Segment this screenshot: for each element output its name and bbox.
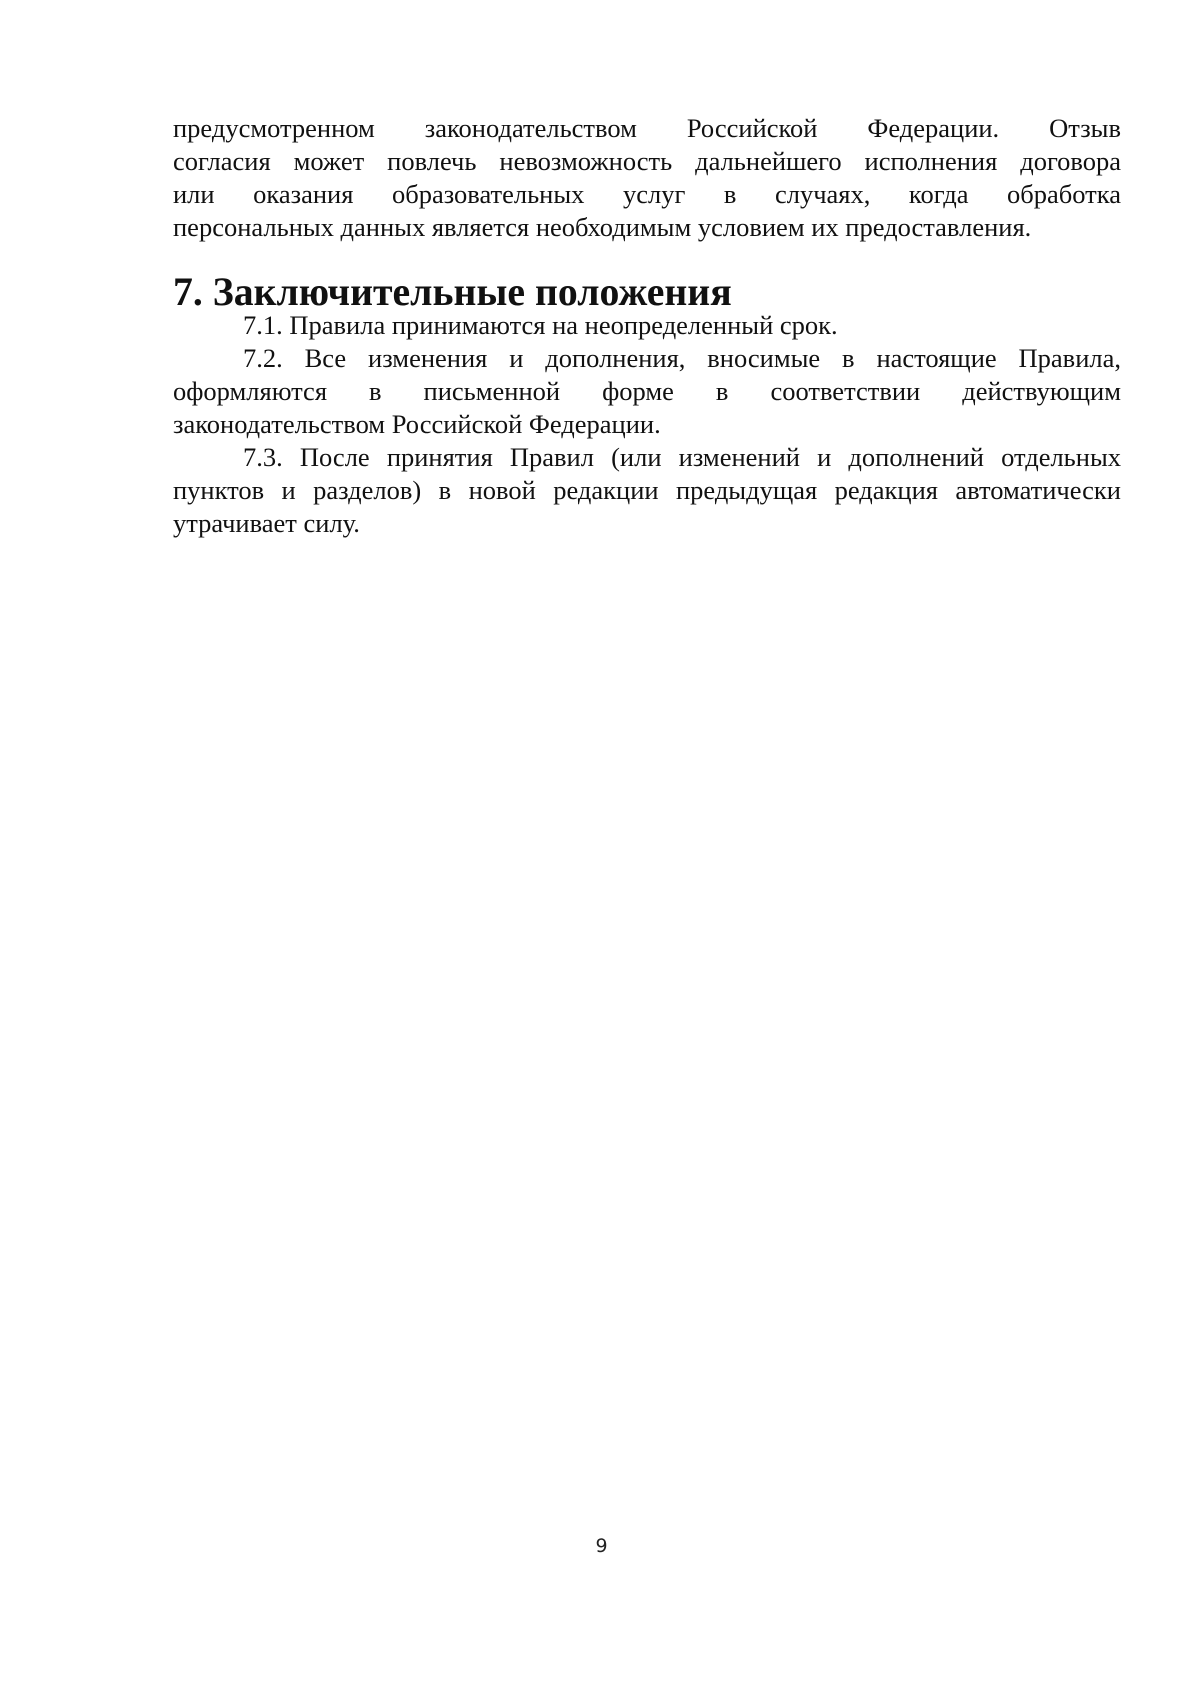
paragraph-line: предусмотренном законодательством Российской Федерации. Отзыв [173, 113, 1121, 143]
paragraph-line: 7.2. Все изменения и дополнения, вносимые в настоящие Правила, [243, 343, 1121, 373]
paragraph-line: или оказания образовательных услуг в случаях, когда обработка [173, 179, 1121, 209]
paragraph-line: 7.1. Правила принимаются на неопределенный срок. [243, 310, 838, 340]
section-heading: 7. Заключительные положения [173, 270, 732, 314]
clause-7-2 [173, 342, 1121, 441]
clause-7-3 [173, 441, 1121, 540]
clause-7-1 [173, 309, 1121, 342]
consent-withdrawal-paragraph [173, 112, 1121, 244]
paragraph-line: оформляются в письменной форме в соответствии действующим [173, 376, 1121, 406]
paragraph-line: согласия может повлечь невозможность дальнейшего исполнения договора [173, 146, 1121, 176]
paragraph-line: законодательством Российской Федерации. [173, 409, 661, 439]
paragraph-line: 7.3. После принятия Правил (или изменений и дополнений отдельных [243, 442, 1121, 472]
page-content [173, 112, 1121, 540]
page-number: 9 [595, 1535, 608, 1557]
paragraph-line: персональных данных является необходимым условием их предоставления. [173, 212, 1032, 242]
paragraph-line: пунктов и разделов) в новой редакции предыдущая редакция автоматически [173, 475, 1121, 505]
paragraph-line: утрачивает силу. [173, 508, 360, 538]
